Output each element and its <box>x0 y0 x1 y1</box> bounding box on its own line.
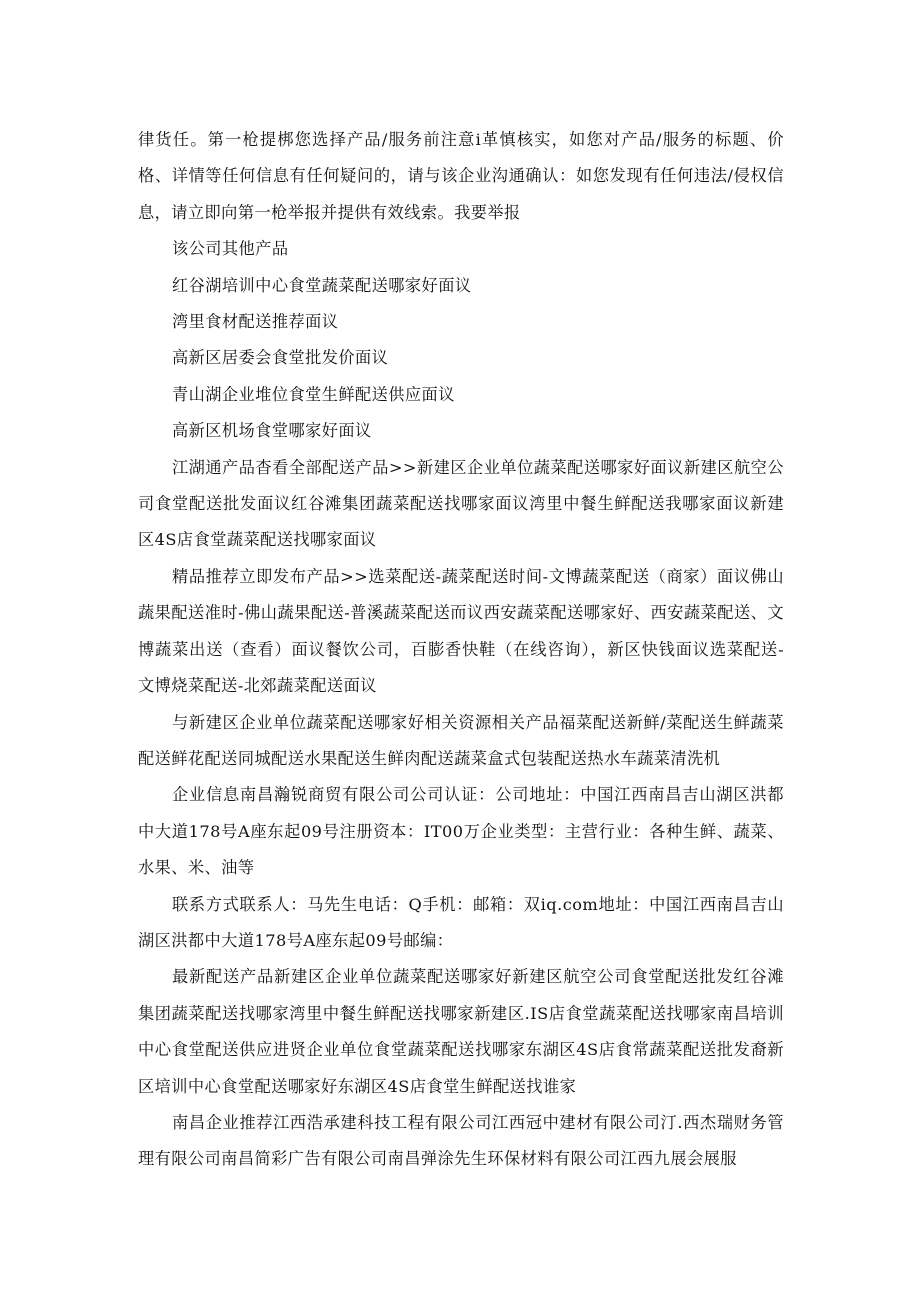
disclaimer-paragraph: 律货任。第一枪提梆您选择产品/服务前注意i革慎核实，如您对产品/服务的标题、价格、详情等任何信息有任何疑问的，请与该企业沟通确认：如您发现有任何违法/侵权信息，请立即向第一枪举报并提供有效线索。我要举报 <box>138 130 784 222</box>
latest-products-paragraph: 最新配送产品新建区企业单位蔬菜配送哪家好新建区航空公司食堂配送批发红谷滩集团蔬菜配送找哪家湾里中餐生鲜配送找哪家新建区.IS店食堂蔬菜配送找哪家南昌培训中心食堂配送供应进贤企业单位食堂蔬菜配送找哪家东湖区4S店食常蔬菜配送批发裔新区培训中心食堂配送哪家好东湖区4S店食堂生鲜配送找谁家 <box>138 967 784 1096</box>
contact-info-paragraph: 联系方式联系人：马先生电话：Q手机：邮箱：双iq.com地址：中国江西南昌吉山湖区洪都中大道178号A座东起09号邮编： <box>138 894 784 950</box>
product-item: 红谷湖培训中心食堂蔬菜配送哪家好面议 <box>172 275 472 295</box>
related-resources-paragraph: 与新建区企业单位蔬菜配送哪家好相关资源相关产品福菜配送新鲜/菜配送生鲜蔬菜配送鲜花配送同城配送水果配送生鲜肉配送蔬菜盒式包装配送热水车蔬菜清洗机 <box>138 712 784 768</box>
product-item: 湾里食材配送推荐面议 <box>172 312 339 332</box>
recommended-companies-paragraph: 南昌企业推荐江西浩承建科技工程有限公司江西冠中建材有限公司汀.西杰瑞财务管理有限公司南昌简彩广告有限公司南昌弹涂先生环保材料有限公司江西九展会展服 <box>138 1112 784 1169</box>
product-item: 高新区居委会食堂批发价面议 <box>172 348 389 368</box>
other-products-heading: 该公司其他产品 <box>172 239 289 259</box>
featured-products-paragraph: 精品推荐立即发布产品>>选菜配送-蔬菜配送时间-文博蔬菜配送（商家）面议佛山蔬果配送准时-佛山蔬果配送-普溪蔬菜配送而议西安蔬菜配送哪家好、西安蔬菜配送、文博蔬菜出送（查看）面议餐饮公司，百膨香快鞋（在线咨询），新区快钱面议选菜配送-文博烧菜配送-北郊蔬菜配送面议 <box>138 566 784 696</box>
product-item: 青山湖企业堆位食堂生鲜配送供应面议 <box>172 384 455 404</box>
company-info-paragraph: 企业信息南昌瀚锐商贸有限公司公司认证：公司地址：中国江西南昌吉山湖区洪都中大道178号A座东起09号注册资本：IT00万企业类型：主营行业：各种生鲜、蔬菜、水果、米、油等 <box>138 785 784 878</box>
jianghutong-products-paragraph: 江湖通产品杳看全部配送产品>>新建区企业单位蔬菜配送哪家好面议新建区航空公司食堂配送批发面议红谷滩集团蔬菜配送找哪家面议湾里中餐生鲜配送我哪家面议新建区4S店食堂蔬菜配送找哪家面议 <box>138 457 784 550</box>
document-body <box>138 122 784 1178</box>
product-item: 高新区机场食堂哪家好面议 <box>172 421 372 441</box>
